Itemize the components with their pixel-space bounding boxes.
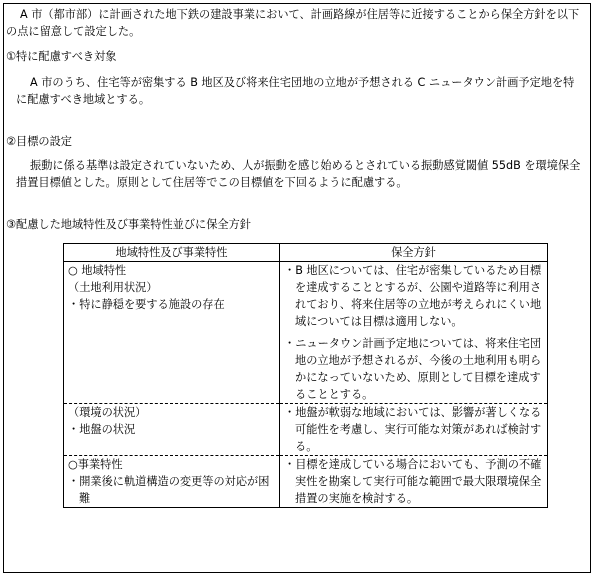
- table-cell: [280, 262, 548, 404]
- cell-line: ・特に静穏を要する施設の存在: [68, 298, 225, 311]
- cell-line: ・開業後に軌道構造の変更等の対応が困難: [68, 475, 270, 505]
- table-cell: [280, 456, 548, 508]
- table-cell: [280, 404, 548, 456]
- section-1-body: A 市のうち、住宅等が密集する B 地区及び将来住宅団地の立地が予想される C ニュータウン計画予定地を特に配慮すべき地域とする。: [16, 76, 575, 106]
- cell-bullet: ・ニュータウン計画予定地については、将来住宅団地の立地が予想されるが、今後の土地利用も明らかになっていないため、原則として目標を達成することとする。: [284, 337, 542, 401]
- cell-line: （環境の状況）: [68, 406, 147, 419]
- section-2-body: 振動に係る基準は設定されていないため、人が振動を感じ始めるとされている振動感覚閾値 55dB を環境保全措置目標値とした。原則として住居等でこの目標値を下回るように配慮する。: [16, 159, 581, 189]
- cell-line: ○事業特性: [68, 458, 123, 471]
- cell-bullet: ・目標を達成している場合においても、予測の不確実性を勘案して実行可能な範囲で最大限環境保全措置の実施を検討する。: [284, 458, 542, 505]
- table-cell: [64, 262, 280, 404]
- table-row: [64, 262, 548, 404]
- cell-bullet: ・B 地区については、住宅が密集しているため目標を達成することとするが、公園や道路等に利用されており、将来住居等の立地が考えられにくい地域については目標は適用しない。: [284, 264, 542, 328]
- policy-table: [63, 243, 548, 508]
- section-1-heading: ①特に配慮すべき対象: [6, 50, 117, 63]
- table-row: [64, 404, 548, 456]
- cell-line: （土地利用状況）: [68, 281, 158, 294]
- table-cell: [64, 456, 280, 508]
- cell-line: ○ 地域特性: [68, 264, 127, 277]
- cell-line: ・地盤の状況: [68, 423, 136, 436]
- table-header: 保全方針: [280, 244, 548, 262]
- table-header-row: [64, 244, 548, 262]
- section-2-heading: ②目標の設定: [6, 135, 72, 148]
- cell-bullet: ・地盤が軟弱な地域においては、影響が著しくなる可能性を考慮し、実行可能な対策があれば検討する。: [284, 406, 542, 453]
- section-3-heading: ③配慮した地域特性及び事業特性並びに保全方針: [6, 218, 251, 231]
- intro-paragraph: A 市（都市部）に計画された地下鉄の建設事業において、計画路線が住居等に近接することから保全方針を以下の点に留意して設定した。: [6, 8, 580, 38]
- table-row: [64, 456, 548, 508]
- table-cell: [64, 404, 280, 456]
- table-header: 地域特性及び事業特性: [64, 244, 280, 262]
